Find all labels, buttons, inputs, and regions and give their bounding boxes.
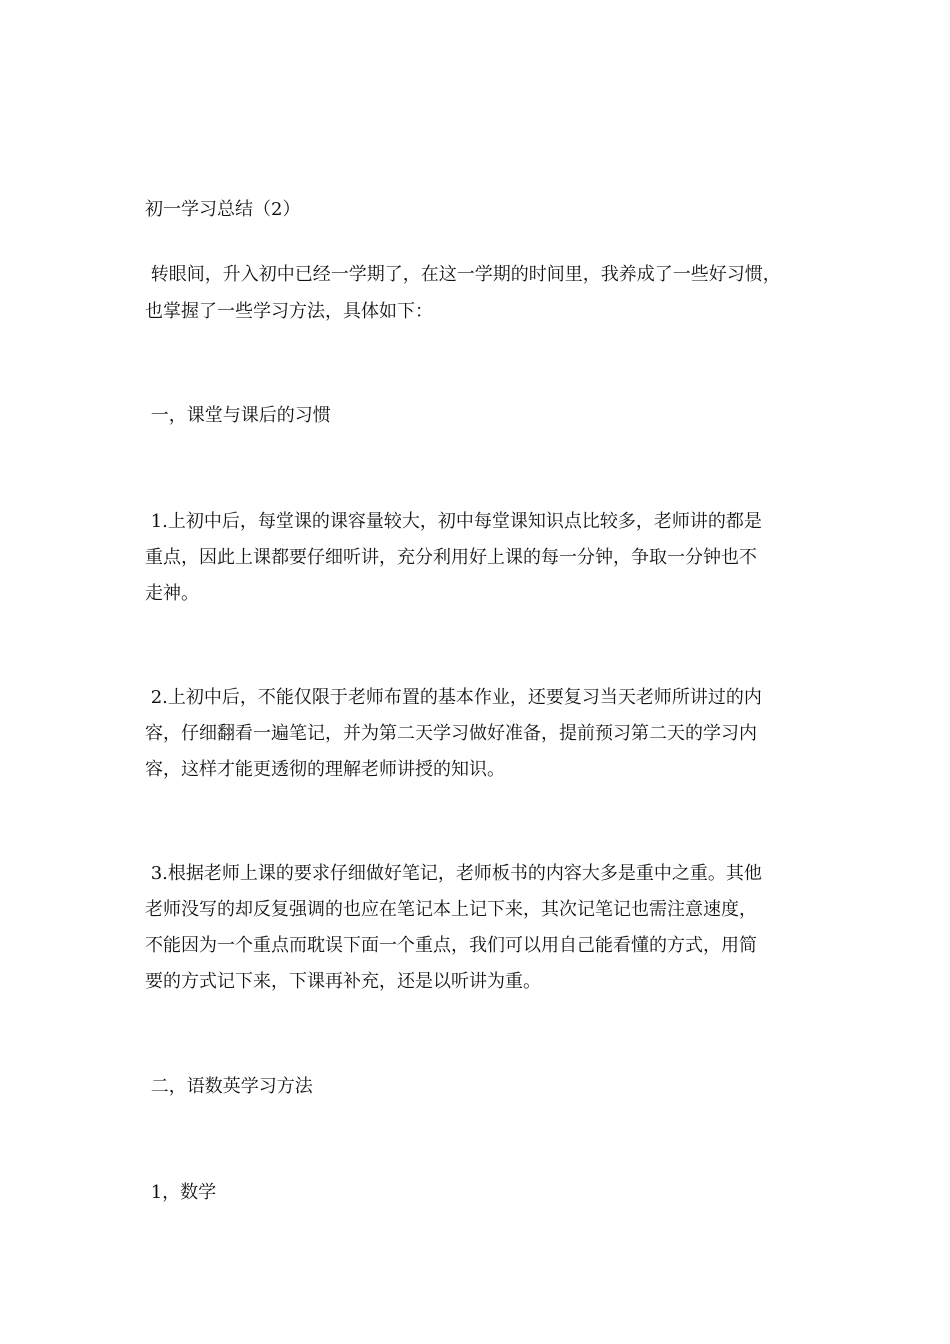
intro-line-1: 转眼间，升入初中已经一学期了，在这一学期的时间里，我养成了一些好习惯， — [145, 264, 781, 285]
section-1-heading: 一，课堂与课后的习惯 — [145, 405, 331, 426]
item-1-line-1: 1.上初中后，每堂课的课容量较大，初中每堂课知识点比较多，老师讲的都是 — [145, 511, 762, 532]
item-3-line-4: 要的方式记下来，下课再补充，还是以听讲为重。 — [145, 971, 541, 992]
subsection-math-heading: 1，数学 — [145, 1182, 217, 1203]
document-title: 初一学习总结（2） — [145, 199, 301, 220]
item-3-line-1: 3.根据老师上课的要求仔细做好笔记，老师板书的内容大多是重中之重。其他 — [145, 863, 762, 884]
item-2-line-2: 容，仔细翻看一遍笔记，并为第二天学习做好准备，提前预习第二天的学习内 — [145, 723, 757, 744]
intro-line-2: 也掌握了一些学习方法，具体如下： — [145, 301, 433, 322]
item-1-line-2: 重点，因此上课都要仔细听讲，充分利用好上课的每一分钟，争取一分钟也不 — [145, 547, 757, 568]
item-2-line-1: 2.上初中后，不能仅限于老师布置的基本作业，还要复习当天老师所讲过的内 — [145, 687, 762, 708]
item-3-line-2: 老师没写的却反复强调的也应在笔记本上记下来，其次记笔记也需注意速度， — [145, 899, 757, 920]
item-2-line-3: 容，这样才能更透彻的理解老师讲授的知识。 — [145, 759, 505, 780]
section-2-heading: 二，语数英学习方法 — [145, 1076, 313, 1097]
item-3-line-3: 不能因为一个重点而耽误下面一个重点，我们可以用自己能看懂的方式，用简 — [145, 935, 757, 956]
item-1-line-3: 走神。 — [145, 583, 199, 604]
